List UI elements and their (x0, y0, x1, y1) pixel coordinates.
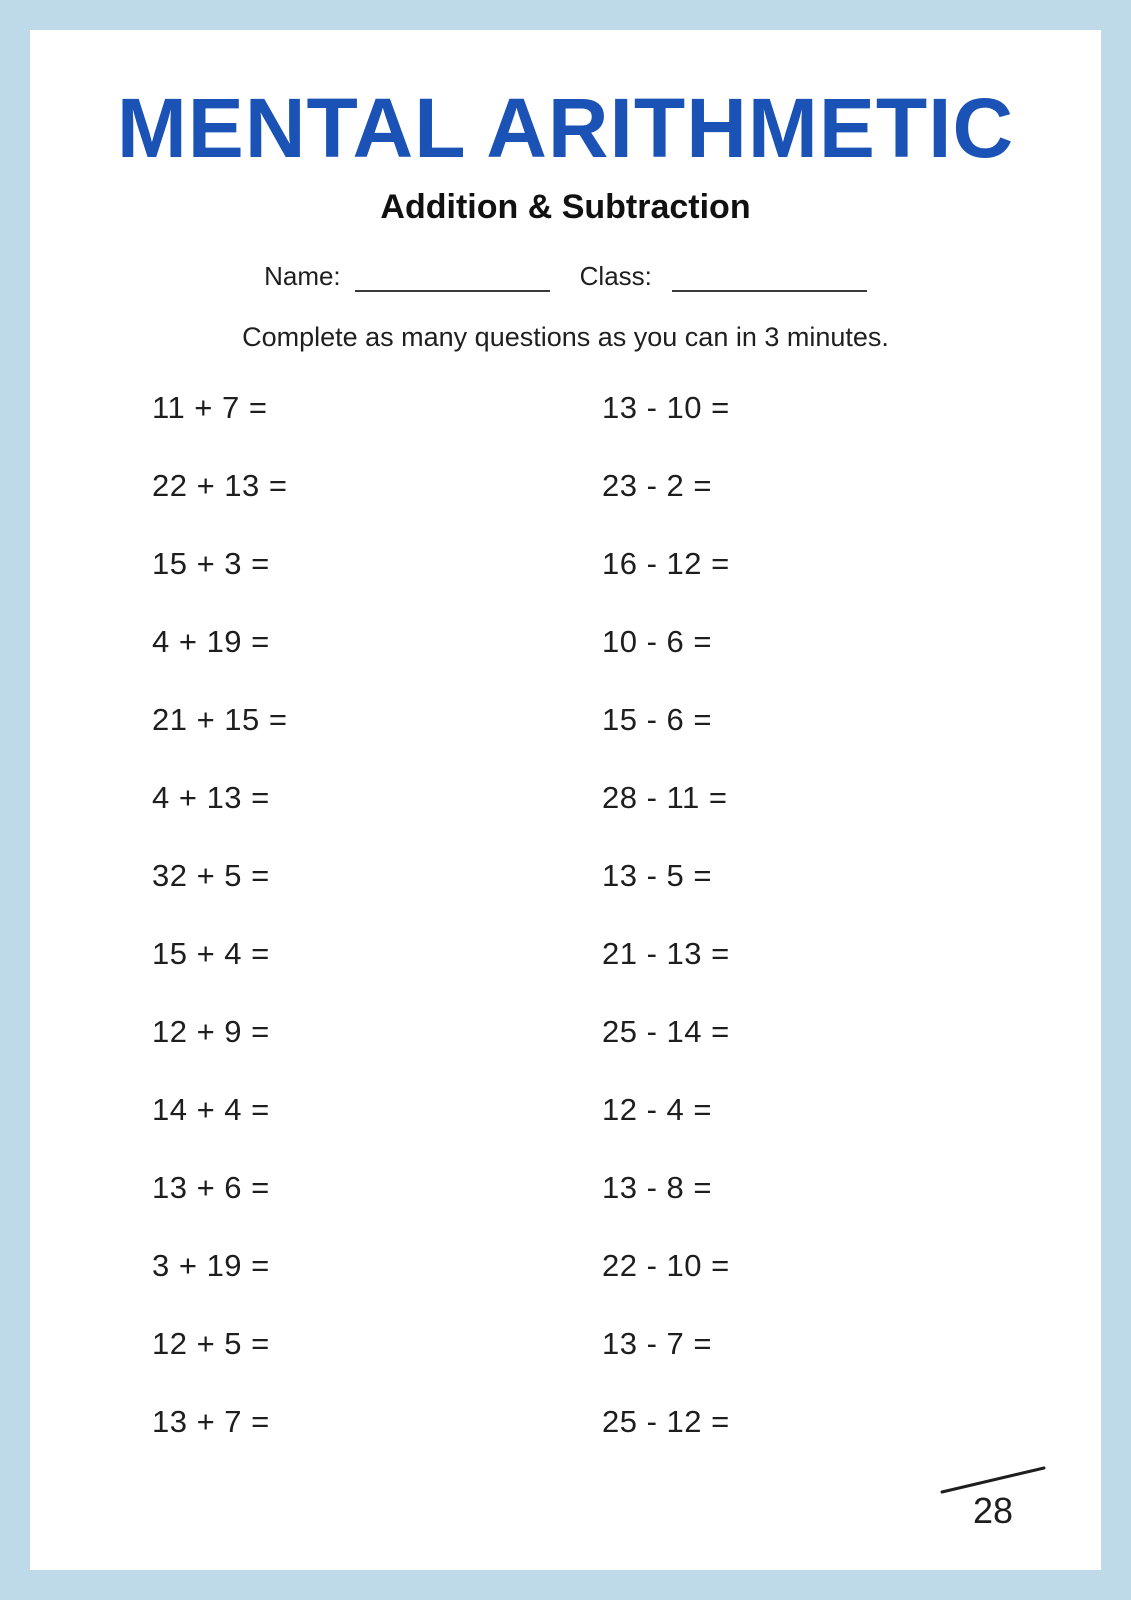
addition-column (152, 369, 602, 1461)
problem-item: 11 + 7 = (152, 390, 268, 425)
problem-item: 15 + 3 = (152, 546, 270, 581)
problem-item: 10 - 6 = (602, 624, 712, 659)
problem-item: 12 + 5 = (152, 1326, 270, 1361)
class-blank-field[interactable] (672, 264, 867, 292)
problem-item: 21 - 13 = (602, 936, 730, 971)
problem-item: 13 + 7 = (152, 1404, 270, 1439)
problem-item: 22 - 10 = (602, 1248, 730, 1283)
problem-item: 23 - 2 = (602, 468, 712, 503)
problem-item: 15 + 4 = (152, 936, 270, 971)
problem-item: 15 - 6 = (602, 702, 712, 737)
instruction-text: Complete as many questions as you can in 3 minutes. (242, 322, 889, 352)
problem-item: 3 + 19 = (152, 1248, 270, 1283)
class-label: Class: (579, 261, 652, 291)
problem-item: 13 - 7 = (602, 1326, 712, 1361)
problem-item: 28 - 11 = (602, 780, 728, 815)
problem-item: 12 - 4 = (602, 1092, 712, 1127)
problem-item: 4 + 19 = (152, 624, 270, 659)
page-title: MENTAL ARITHMETIC (116, 81, 1015, 175)
problem-item: 22 + 13 = (152, 468, 288, 503)
page-number-block (933, 1462, 1053, 1532)
problem-item: 13 + 6 = (152, 1170, 270, 1205)
problem-item: 32 + 5 = (152, 858, 270, 893)
problem-item: 4 + 13 = (152, 780, 270, 815)
problem-item: 12 + 9 = (152, 1014, 270, 1049)
name-class-row (90, 261, 1041, 292)
problem-item: 14 + 4 = (152, 1092, 270, 1127)
problem-item: 25 - 12 = (602, 1404, 730, 1439)
name-label: Name: (264, 261, 341, 291)
subtraction-column (602, 369, 1041, 1461)
problem-item: 13 - 10 = (602, 390, 730, 425)
page-subtitle: Addition & Subtraction (380, 188, 751, 226)
problem-item: 16 - 12 = (602, 546, 730, 581)
name-blank-field[interactable] (355, 264, 550, 292)
problem-item: 25 - 14 = (602, 1014, 730, 1049)
problem-item: 13 - 8 = (602, 1170, 712, 1205)
problem-item: 21 + 15 = (152, 702, 288, 737)
page-number: 28 (972, 1490, 1014, 1531)
problem-item: 13 - 5 = (602, 858, 712, 893)
worksheet-page (30, 30, 1101, 1570)
problems-grid (90, 369, 1041, 1461)
